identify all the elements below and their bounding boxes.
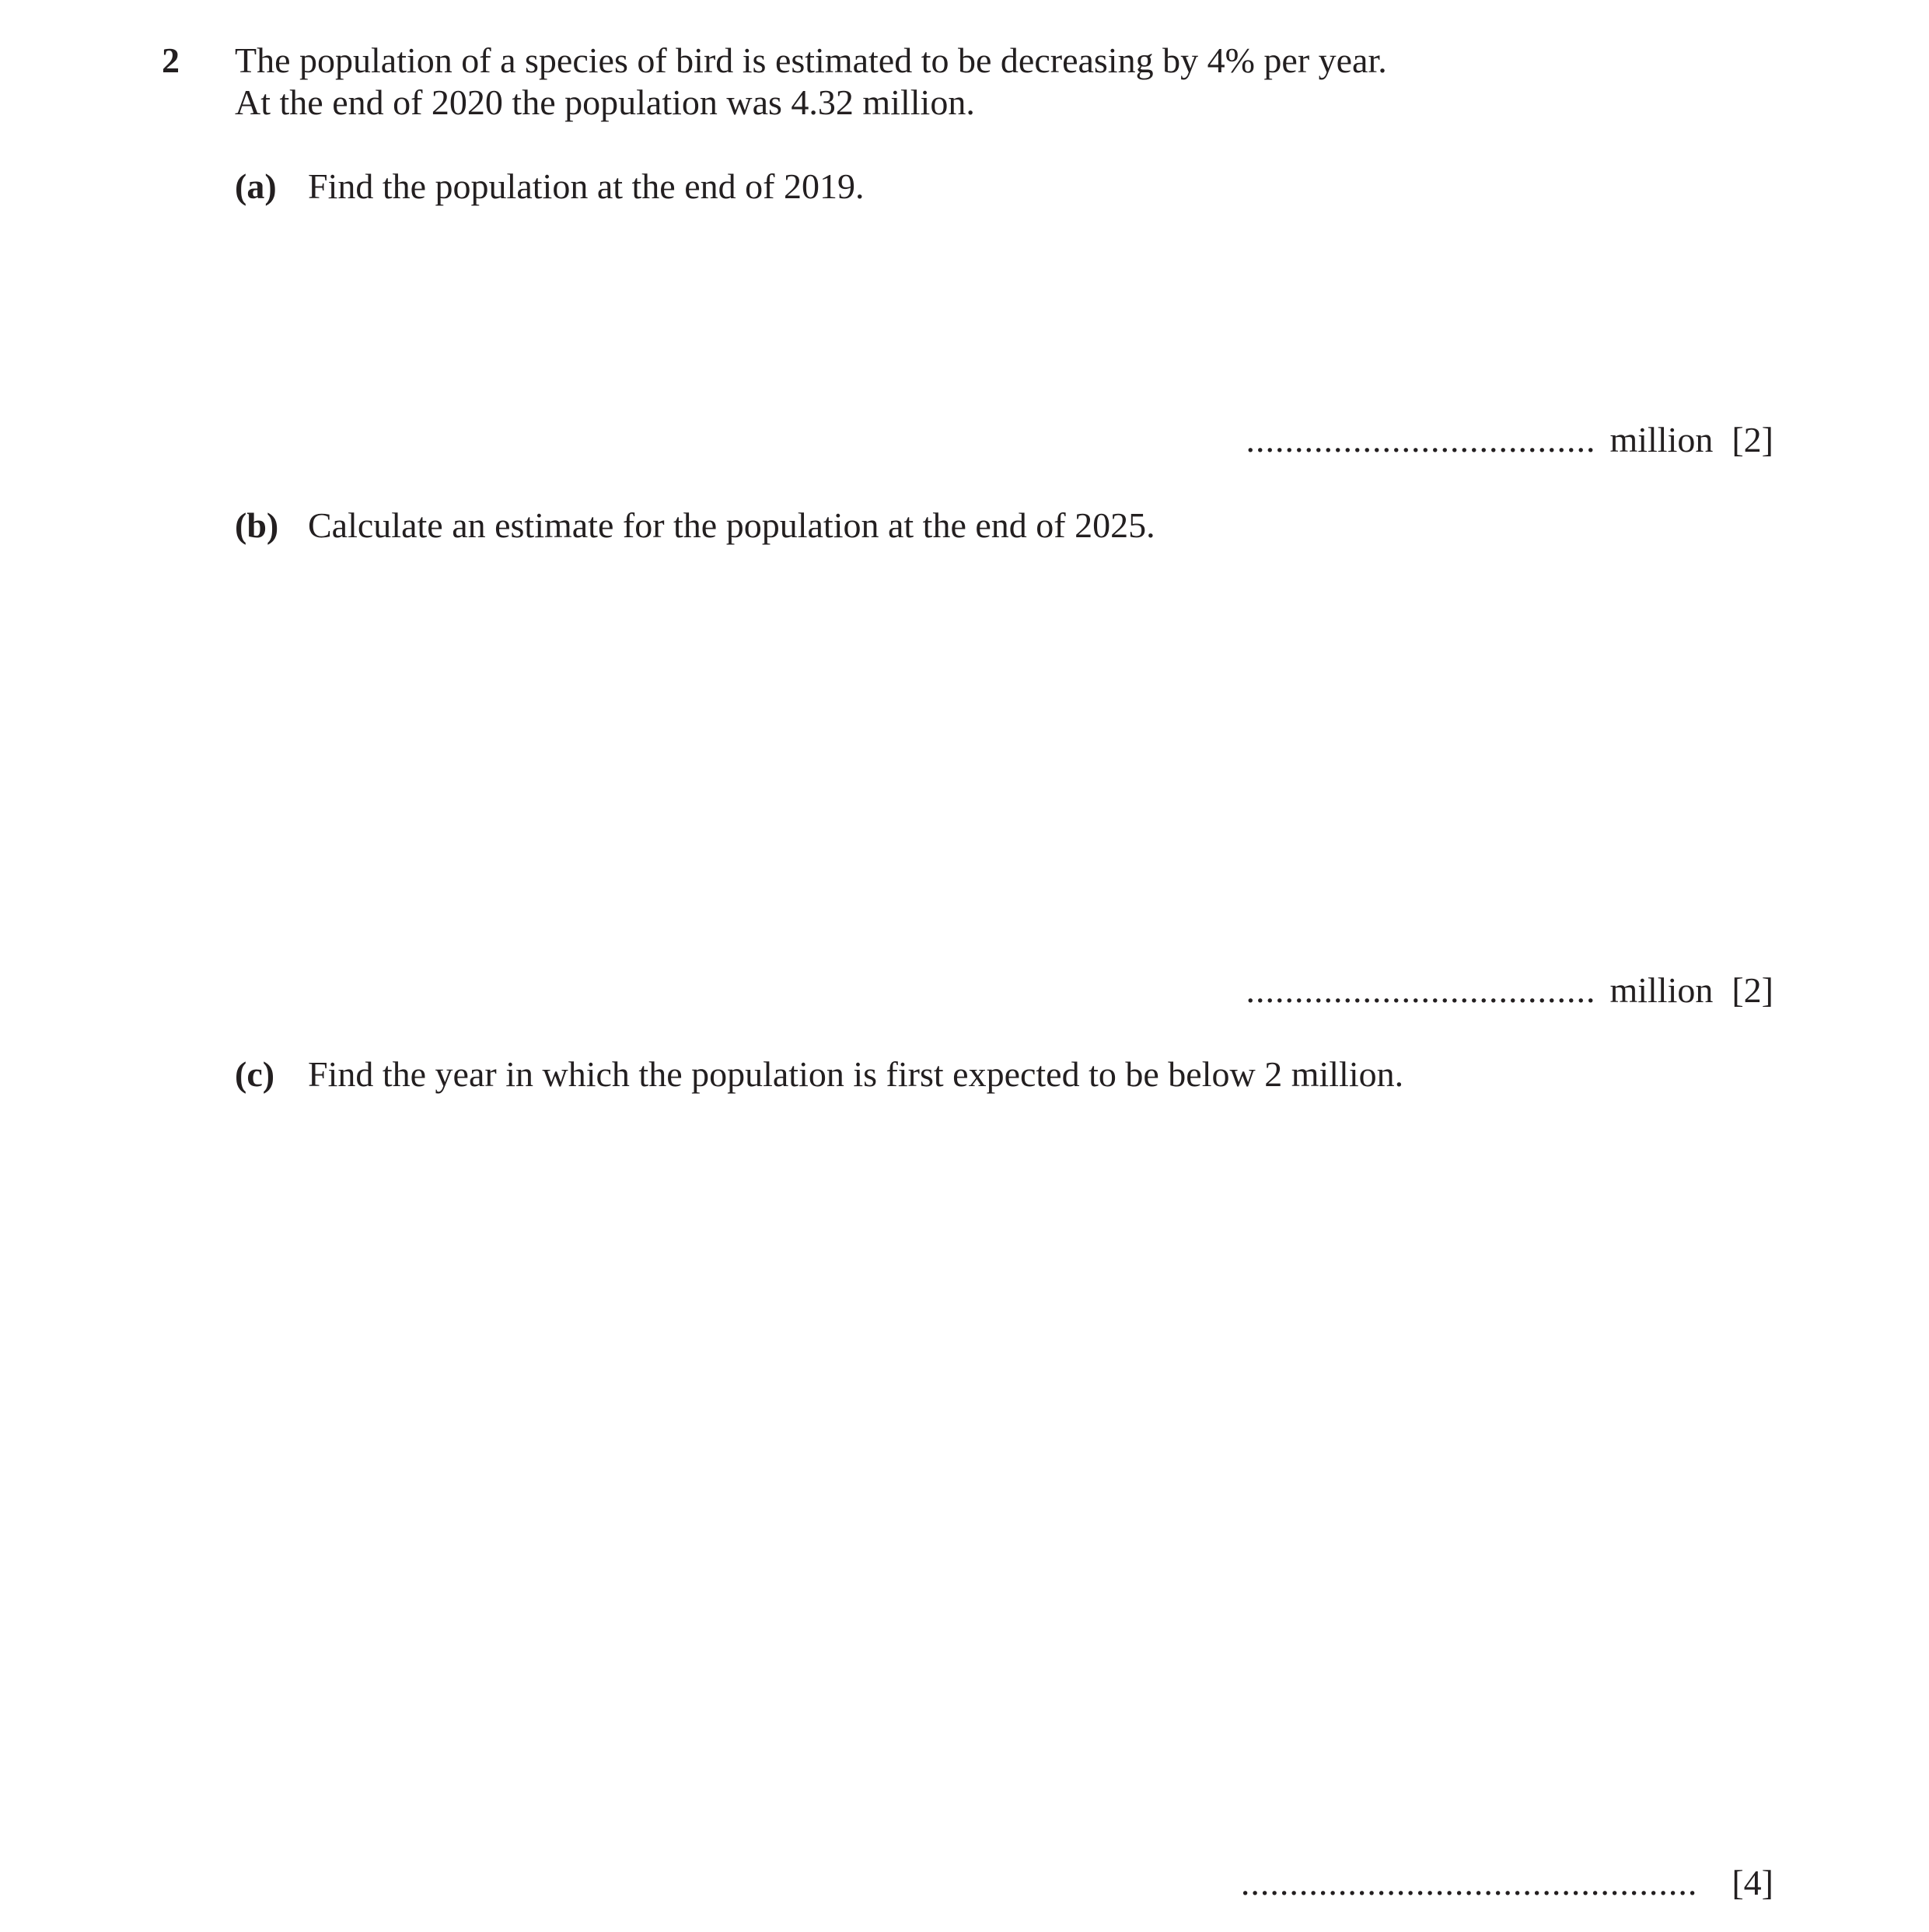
part-a-question: Find the population at the end of 2019. [308,166,865,206]
part-a-marks: [2] [1732,420,1773,459]
question-stem-line-2: At the end of 2020 the population was 4.32 million. [235,82,975,122]
part-b-label: (b) [235,505,279,545]
part-c-answer-line [1241,1860,1773,1906]
part-a-answer-field[interactable]: .................................... [1246,420,1596,459]
part-c-marks: [4] [1732,1863,1773,1902]
part-b-answer-field[interactable]: .................................... [1246,970,1596,1010]
part-c-question: Find the year in which the population is first expected to be below 2 million. [308,1054,1404,1094]
part-b-unit: million [1609,970,1714,1010]
part-b-question: Calculate an estimate for the population at the end of 2025. [308,505,1155,545]
part-b-marks: [2] [1732,970,1773,1010]
part-a-answer-line [1246,417,1773,463]
part-a-label: (a) [235,166,277,206]
question-number: 2 [162,40,180,80]
part-b-answer-line [1246,967,1773,1014]
part-a-unit: million [1609,420,1714,459]
question-stem-line-1: The population of a species of bird is estimated to be decreasing by 4% per year. [235,40,1387,80]
part-c-answer-field[interactable]: ............................................... [1240,1863,1698,1902]
part-c-label: (c) [235,1054,275,1094]
